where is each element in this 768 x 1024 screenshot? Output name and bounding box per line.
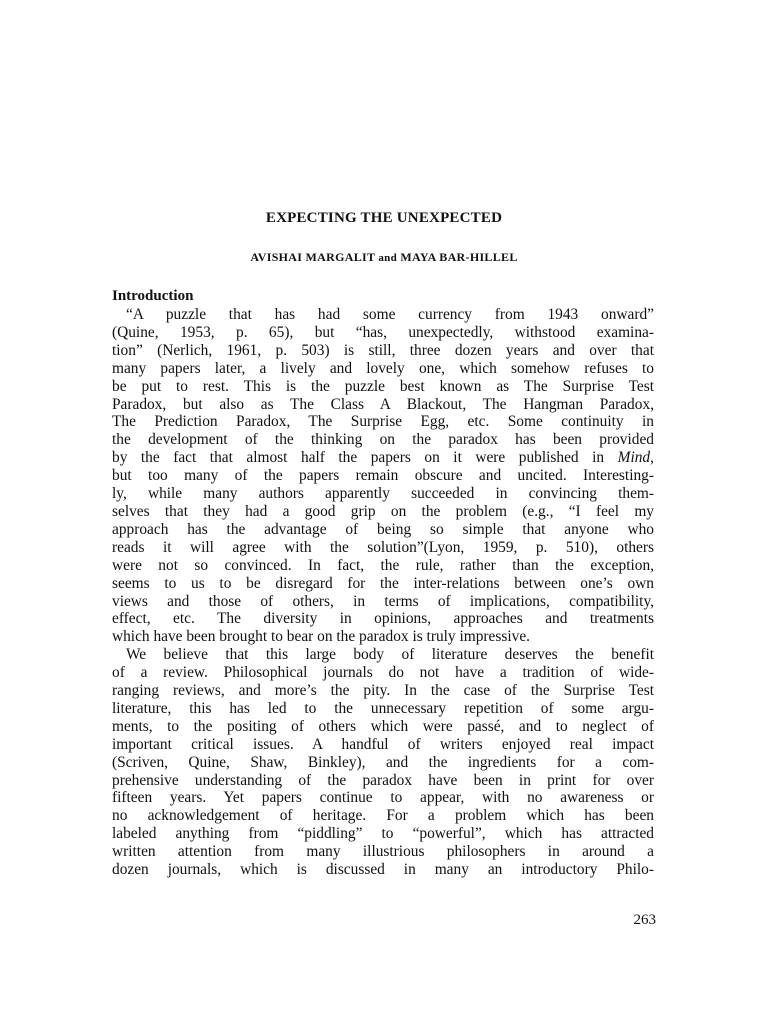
text-line: which have been brought to bear on the paradox is truly impressive. (112, 628, 530, 646)
text-line: the development of the thinking on the paradox has been provided (112, 431, 654, 449)
text-line: views and those of others, in terms of implications, compatibility, (112, 592, 654, 610)
text-line: effect, etc. The diversity in opinions, approaches and treatments (112, 610, 654, 628)
text-line: dozen journals, which is discussed in many an introductory Philo- (112, 861, 654, 879)
text-line: (Scriven, Quine, Shaw, Binkley), and the ingredients for a com- (112, 753, 654, 771)
text-line: (Quine, 1953, p. 65), but “has, unexpectedly, withstood examina- (112, 323, 654, 341)
author-1: AVISHAI MARGALIT (250, 250, 376, 264)
text-line: of a review. Philosophical journals do not have a tradition of wide- (112, 664, 654, 682)
text-line: important critical issues. A handful of writers enjoyed real impact (112, 735, 654, 753)
text-line: We believe that this large body of literature deserves the benefit (126, 646, 654, 664)
body-text (112, 287, 654, 879)
text-line: reads it will agree with the solution”(Lyon, 1959, p. 510), others (112, 538, 654, 556)
text-line: be put to rest. This is the puzzle best known as The Surprise Test (112, 377, 654, 395)
article-authors (0, 250, 768, 265)
text-line: fifteen years. Yet papers continue to appear, with no awareness or (112, 789, 654, 807)
text-line: The Prediction Paradox, The Surprise Egg, etc. Some continuity in (112, 413, 654, 431)
text-line: ranging reviews, and more’s the pity. In the case of the Surprise Test (112, 682, 654, 700)
text-line: seems to us to be disregard for the inter-relations between one’s own (112, 574, 654, 592)
text-line: literature, this has led to the unnecessary repetition of some argu- (112, 699, 654, 717)
text-line: many papers later, a lively and lovely one, which somehow refuses to (112, 359, 654, 377)
text-line: ments, to the positing of others which were passé, and to neglect of (112, 717, 654, 735)
text-line: approach has the advantage of being so simple that anyone who (112, 520, 654, 538)
text-line: were not so convinced. In fact, the rule, rather than the exception, (112, 556, 654, 574)
section-heading: Introduction (112, 288, 194, 304)
paragraph-2 (112, 646, 654, 879)
text-line: no acknowledgement of heritage. For a problem which has been (112, 807, 654, 825)
text-line: “A puzzle that has had some currency from 1943 onward” (126, 306, 654, 323)
text-line: by the fact that almost half the papers on it were published in Mind, (112, 449, 654, 467)
text-segment: by the fact that almost half the papers on it were published in (112, 449, 605, 467)
text-line: Paradox, but also as The Class A Blackout, The Hangman Paradox, (112, 395, 654, 413)
text-line: written attention from many illustrious philosophers in around a (112, 843, 654, 861)
text-line: selves that they had a good grip on the problem (e.g., “I feel my (112, 502, 654, 520)
paragraph-1 (112, 306, 654, 646)
article-title: EXPECTING THE UNEXPECTED (265, 210, 503, 226)
page-number: 263 (633, 912, 656, 928)
author-conjunction: and (378, 252, 398, 264)
text-line: but too many of the papers remain obscure and uncited. Interesting- (112, 467, 654, 485)
journal-name: Mind (617, 449, 651, 467)
text-line: ly, while many authors apparently succeeded in convincing them- (112, 485, 654, 503)
author-2: MAYA BAR-HILLEL (400, 250, 518, 264)
text-line: prehensive understanding of the paradox have been in print for over (112, 771, 654, 789)
text-line: tion” (Nerlich, 1961, p. 503) is still, three dozen years and over that (112, 341, 654, 359)
text-line: labeled anything from “piddling” to “powerful”, which has attracted (112, 825, 654, 843)
